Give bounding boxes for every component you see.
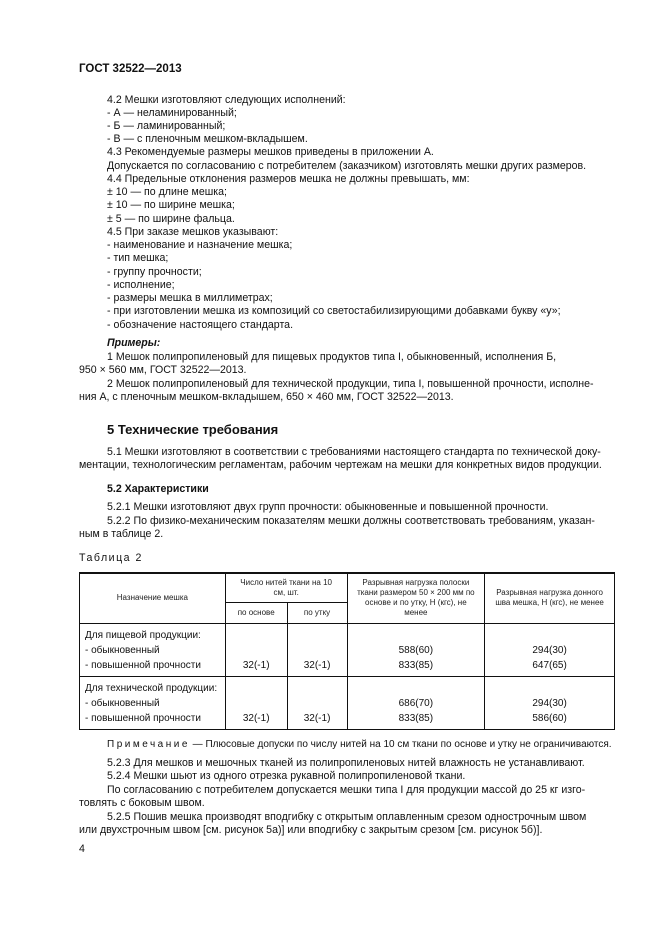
column-header-strip-load: Разрывная нагрузка полоски ткани размером 50 × 200 мм по основе и по утку, Н (кгс), не менее: [347, 573, 485, 623]
list-item: - Б — ламинированный;: [107, 120, 226, 132]
clause-5-2-title: 5.2 Характеристики: [107, 483, 209, 495]
cell-value: 32(-1): [303, 712, 331, 724]
table-row: [80, 676, 615, 729]
column-header-purpose: Назначение мешка: [80, 573, 226, 623]
clause-5-1-line-2: ментации, технологическим регламентам, рабочим чертежам на мешки для конкретных видов продукции.: [79, 459, 602, 471]
cell-value: 833(85): [398, 659, 434, 671]
column-header-threads: Число нитей ткани на 10 см, шт.: [225, 573, 347, 602]
column-header-threads-weft: по утку: [287, 602, 347, 623]
list-item: - тип мешка;: [107, 252, 169, 264]
clause-4-2: 4.2 Мешки изготовляют следующих исполнений:: [107, 94, 346, 106]
row-label: - обыкновенный: [85, 644, 160, 656]
page-number: 4: [79, 843, 85, 855]
clause-5-2-2-line-1: 5.2.2 По физико-механическим показателям мешки должны соответствовать требованиям, указан-: [107, 515, 595, 527]
row-label: - повышенной прочности: [85, 659, 201, 671]
list-item: - группу прочности;: [107, 266, 202, 278]
example-2-line-2: ния А, с пленочным мешком-вкладышем, 650 × 460 мм, ГОСТ 32522—2013.: [79, 391, 454, 403]
clause-4-4: 4.4 Предельные отклонения размеров мешка не должны превышать, мм:: [107, 173, 470, 185]
example-1-line-1: 1 Мешок полипропиленовый для пищевых продуктов типа I, обыкновенный, исполнения Б,: [107, 351, 557, 363]
list-item: - обозначение настоящего стандарта.: [107, 319, 294, 331]
cell-value: 833(85): [398, 712, 434, 724]
cell-value: 588(60): [398, 644, 434, 656]
clause-5-2-3: 5.2.3 Для мешков и мешочных тканей из полипропиленовых нитей влажность не устанавливают.: [107, 757, 585, 769]
clause-5-1-line-1: 5.1 Мешки изготовляют в соответствии с требованиями настоящего стандарта по технической доку-: [107, 446, 601, 458]
section-5-title: 5 Технические требования: [107, 422, 279, 437]
clause-4-3-text: Допускается по согласованию с потребителем (заказчиком) изготовлять мешки других размеров.: [107, 160, 587, 172]
table-caption: Таблица 2: [79, 552, 143, 564]
clause-5-2-5-line-2: или двухстрочным швом [см. рисунок 5а)] или вподгибку с закрытым срезом [см. рисунок 5б)].: [79, 824, 543, 836]
clause-5-2-1: 5.2.1 Мешки изготовляют двух групп прочности: обыкновенные и повышенной прочности.: [107, 501, 549, 513]
list-item: - исполнение;: [107, 279, 175, 291]
row-label: - обыкновенный: [85, 697, 160, 709]
table-row: [80, 623, 615, 676]
group-title: Для технической продукции:: [85, 682, 218, 694]
list-item: - при изготовлении мешка из композиций со светостабилизирующими добавками букву «у»;: [107, 305, 561, 317]
list-item: ± 10 — по длине мешка;: [107, 186, 227, 198]
column-header-seam-load: Разрывная нагрузка донного шва мешка, Н (кгс), не менее: [485, 573, 615, 623]
column-header-threads-base: по основе: [225, 602, 287, 623]
list-item: - наименование и назначение мешка;: [107, 239, 293, 251]
clause-5-2-4-text-line-1: По согласованию с потребителем допускается мешки типа I для продукции массой до 25 кг изго-: [107, 784, 586, 796]
cell-value: [226, 643, 287, 658]
row-label: - повышенной прочности: [85, 712, 201, 724]
clause-5-2-4: 5.2.4 Мешки шьют из одного отрезка рукавной полипропиленовой ткани.: [107, 770, 466, 782]
cell-value: [288, 643, 347, 658]
cell-value: 32(-1): [242, 712, 270, 724]
example-1-line-2: 950 × 560 мм, ГОСТ 32522—2013.: [79, 364, 247, 376]
cell-value: [288, 696, 347, 711]
clause-4-5: 4.5 При заказе мешков указывают:: [107, 226, 279, 238]
cell-value: 32(-1): [242, 659, 270, 671]
cell-value: [226, 696, 287, 711]
cell-value: 294(30): [532, 644, 567, 656]
example-2-line-1: 2 Мешок полипропиленовый для технической продукции, типа I, повышенной прочности, исполне-: [107, 378, 594, 390]
cell-value: 647(65): [532, 659, 567, 671]
document-header: ГОСТ 32522—2013: [79, 63, 182, 75]
examples-title: Примеры:: [107, 337, 161, 349]
list-item: ± 5 — по ширине фальца.: [107, 213, 235, 225]
list-item: - А — неламинированный;: [107, 107, 237, 119]
cell-value: 32(-1): [303, 659, 331, 671]
clause-5-2-2-line-2: ным в таблице 2.: [79, 528, 164, 540]
table-2: [79, 572, 615, 730]
cell-value: 586(60): [532, 712, 567, 724]
table-note: Примечание — Плюсовые допуски по числу нитей на 10 см ткани по основе и утку не ограничиваются.: [107, 739, 612, 750]
group-title: Для пищевой продукции:: [85, 629, 201, 641]
list-item: ± 10 — по ширине мешка;: [107, 199, 235, 211]
list-item: - размеры мешка в миллиметрах;: [107, 292, 273, 304]
list-item: - В — с пленочным мешком-вкладышем.: [107, 133, 308, 145]
clause-5-2-4-text-line-2: товлять с боковым швом.: [79, 797, 205, 809]
cell-value: 686(70): [398, 697, 434, 709]
clause-4-3: 4.3 Рекомендуемые размеры мешков приведены в приложении А.: [107, 146, 434, 158]
cell-value: 294(30): [532, 697, 567, 709]
clause-5-2-5-line-1: 5.2.5 Пошив мешка производят вподгибку с открытым оплавленным срезом однострочным швом: [107, 811, 587, 823]
